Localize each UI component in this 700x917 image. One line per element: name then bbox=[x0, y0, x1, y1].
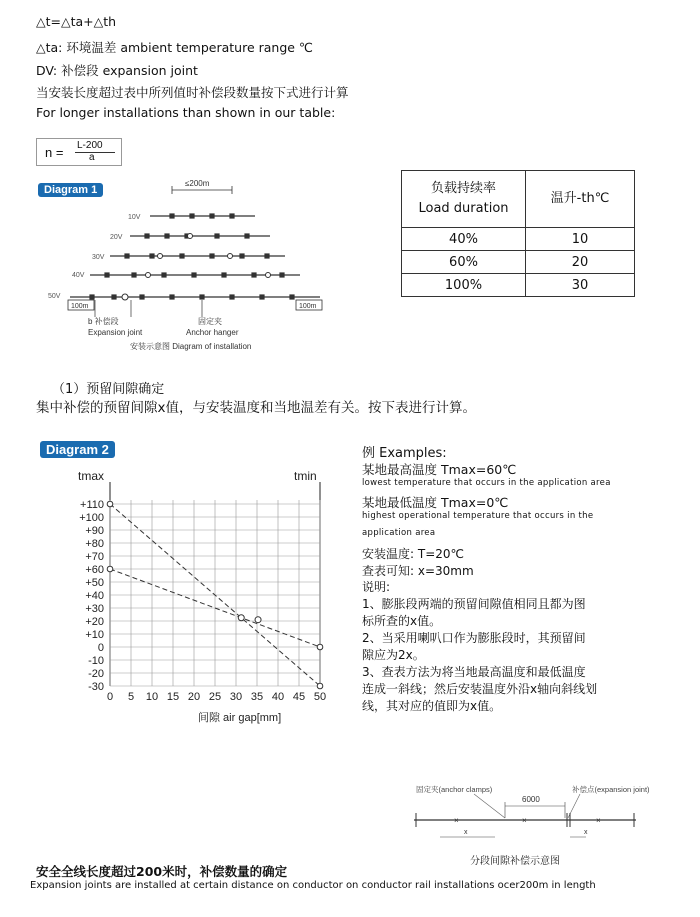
left-axis-label: tmax bbox=[78, 469, 105, 483]
calc-note-en: For longer installations than shown in our table: bbox=[36, 105, 336, 120]
examples-title: 例 Examples: bbox=[362, 446, 447, 461]
cell-load: 40% bbox=[402, 228, 526, 251]
y-tick-label: +20 bbox=[85, 616, 104, 628]
series-endpoint bbox=[107, 501, 113, 507]
gap-mark-left: x bbox=[464, 829, 468, 836]
section1-title: （1）预留间隙确定 bbox=[52, 382, 165, 397]
right-axis-label: tmin bbox=[294, 469, 317, 483]
table-row bbox=[402, 251, 635, 274]
y-tick-label: +80 bbox=[85, 538, 104, 550]
note-line: 连成一斜线；然后安装温度外沿x轴向斜线划 bbox=[362, 682, 598, 696]
anchor-label-cn: 固定夹 bbox=[198, 317, 222, 326]
anchor-mark: × bbox=[596, 816, 601, 825]
section1-body: 集中补偿的预留间隙x值，与安装温度和当地温差有关。按下表进行计算。 bbox=[36, 400, 476, 416]
x-tick-label: 30 bbox=[229, 691, 243, 703]
formula-box bbox=[36, 138, 122, 166]
anchor-clamps-label: 固定夹(anchor clamps) bbox=[416, 785, 493, 794]
diagram1-badge: Diagram 1 bbox=[38, 183, 103, 197]
table-header-row bbox=[402, 171, 635, 228]
diagram3-segment bbox=[410, 780, 670, 870]
series-endpoint bbox=[317, 683, 323, 689]
anchor-label-en: Anchor hanger bbox=[186, 328, 239, 337]
x-tick-label: 35 bbox=[250, 691, 264, 703]
delta-t-formula: △t=△ta+△th bbox=[36, 14, 117, 29]
calc-note-cn: 当安装长度超过表中所列值时补偿段数量按下式进行计算 bbox=[36, 85, 349, 100]
y-tick-label: -20 bbox=[88, 668, 104, 680]
table-row bbox=[402, 274, 635, 297]
footer-title: 安全全线长度超过200米时，补偿数量的确定 bbox=[36, 864, 288, 879]
note-line: 线，其对应的值即为x值。 bbox=[362, 699, 502, 713]
row-label-30v: 30V bbox=[92, 254, 105, 261]
example-min-temp-en-b: application area bbox=[362, 528, 436, 538]
example-min-temp: 某地最低温度 Tmax=0℃ bbox=[362, 495, 509, 510]
gap-mark-right: x bbox=[584, 829, 588, 836]
example-min-temp-en-a: highest operational temperature that occurs in the bbox=[362, 511, 594, 521]
y-tick-label: 0 bbox=[97, 642, 104, 654]
table-row bbox=[402, 228, 635, 251]
expansion-joint-label: 补偿点(expansion joint) bbox=[572, 785, 650, 794]
x-tick-label: 20 bbox=[187, 691, 201, 703]
x-axis-label: 间隙 air gap[mm] bbox=[198, 712, 282, 724]
x-tick-label: 45 bbox=[292, 691, 306, 703]
formula-fraction-bar bbox=[75, 152, 115, 153]
x-tick-label: 50 bbox=[313, 691, 327, 703]
y-tick-label: +90 bbox=[85, 525, 104, 537]
note-line: 1、膨胀段两端的预留间隙值相同且都为图 bbox=[362, 597, 586, 611]
end-label-left: 100m bbox=[71, 303, 89, 310]
expansion-joint-line: DV: 补偿段 expansion joint bbox=[36, 63, 198, 78]
y-tick-label: +100 bbox=[79, 512, 104, 524]
x-tick-label: 5 bbox=[127, 691, 135, 703]
example-install-temp: 安装温度: T=20℃ bbox=[362, 547, 464, 561]
y-tick-label: +50 bbox=[85, 577, 104, 589]
formula-lhs: n = bbox=[45, 145, 64, 160]
end-label-right: 100m bbox=[299, 303, 317, 310]
note-line: 隙应为2x。 bbox=[362, 648, 425, 662]
example-max-temp: 某地最高温度 Tmax=60℃ bbox=[362, 462, 517, 477]
x-tick-label: 15 bbox=[166, 691, 180, 703]
y-tick-label: +110 bbox=[80, 499, 104, 511]
anchor-mark: × bbox=[522, 816, 527, 825]
example-notes-heading: 说明: bbox=[362, 580, 391, 594]
x-tick-label: 10 bbox=[145, 691, 159, 703]
row-label-10v: 10V bbox=[128, 214, 141, 221]
intersection-point bbox=[238, 615, 244, 621]
cell-load: 60% bbox=[402, 251, 526, 274]
note-line: 2、当采用喇叭口作为膨胀段时，其预留间 bbox=[362, 631, 586, 645]
header-load-duration: 负载持续率 Load duration bbox=[402, 171, 526, 228]
cell-temp: 30 bbox=[526, 274, 635, 297]
x-tick-label: 25 bbox=[208, 691, 222, 703]
note-line: 标所查的x值。 bbox=[362, 614, 442, 628]
diagram3-caption: 分段间隙补偿示意图 bbox=[470, 856, 560, 867]
joint-label-en: Expansion joint bbox=[88, 328, 143, 337]
row-label-20v: 20V bbox=[110, 234, 123, 241]
formula-denominator: a bbox=[89, 152, 95, 163]
y-tick-label: -30 bbox=[88, 681, 104, 693]
y-tick-label: +40 bbox=[85, 590, 104, 602]
y-tick-label: +10 bbox=[85, 629, 104, 641]
row-label-40v: 40V bbox=[72, 272, 85, 279]
cell-load: 100% bbox=[402, 274, 526, 297]
x-tick-label: 40 bbox=[271, 691, 285, 703]
y-tick-label: +70 bbox=[85, 551, 104, 563]
note-line: 3、查表方法为将当地最高温度和最低温度 bbox=[362, 665, 586, 679]
example-max-temp-en: lowest temperature that occurs in the application area bbox=[362, 478, 611, 488]
cell-temp: 10 bbox=[526, 228, 635, 251]
diagram1-installation bbox=[40, 176, 340, 356]
reading-point bbox=[255, 617, 261, 623]
row-label-50v: 50V bbox=[48, 293, 61, 300]
cell-temp: 20 bbox=[526, 251, 635, 274]
span-label: ≤200m bbox=[185, 179, 210, 188]
footer-body: Expansion joints are installed at certain distance on conductor on conductor rail installations ocer200m in length bbox=[30, 880, 596, 891]
diagram2-chart bbox=[40, 462, 340, 724]
load-duration-table bbox=[401, 170, 635, 297]
example-result: 查表可知: x=30mm bbox=[362, 564, 474, 578]
x-tick-label: 0 bbox=[106, 691, 114, 703]
y-tick-label: +30 bbox=[85, 603, 104, 615]
formula-numerator: L-200 bbox=[77, 140, 103, 151]
ambient-temp-line: △ta: 环境温差 ambient temperature range ℃ bbox=[36, 40, 313, 55]
series-endpoint bbox=[107, 566, 113, 572]
anchor-mark: × bbox=[454, 816, 459, 825]
series-endpoint bbox=[317, 644, 323, 650]
span-dimension-label: 6000 bbox=[522, 795, 540, 804]
y-tick-label: +60 bbox=[85, 564, 104, 576]
joint-label-cn: b 补偿段 bbox=[88, 317, 119, 326]
y-tick-label: -10 bbox=[88, 655, 104, 667]
diagram2-badge: Diagram 2 bbox=[40, 441, 115, 458]
header-temp-rise: 温升-th℃ bbox=[526, 171, 635, 228]
diagram1-caption: 安装示意图 Diagram of installation bbox=[130, 342, 252, 351]
